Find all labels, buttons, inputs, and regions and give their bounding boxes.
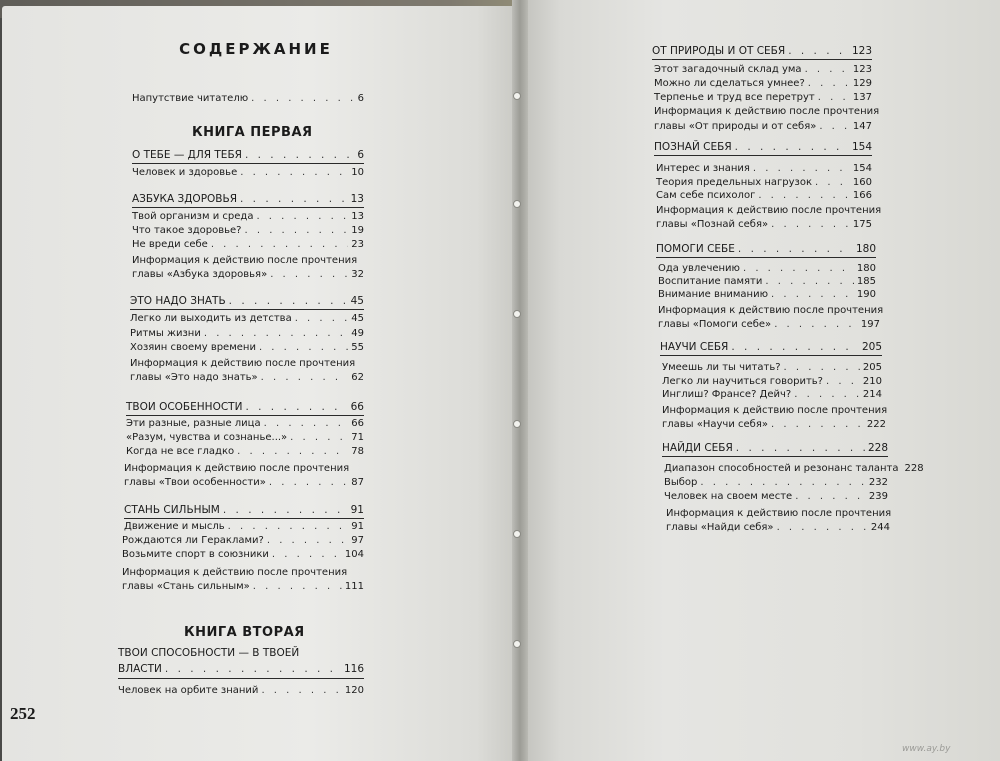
chapter-rule [118,678,364,679]
toc-entry-label: Движение и мысль [124,521,225,532]
leader-dots [272,548,342,562]
toc-entry-label: Ода увлечению [658,263,740,274]
toc-entry[interactable] [662,375,882,389]
toc-chapter[interactable] [124,503,364,517]
toc-entry-page: 49 [351,328,364,339]
toc-entry[interactable] [656,218,872,232]
chapter-rule [656,257,876,258]
toc-entry[interactable] [130,312,364,326]
toc-entry[interactable] [658,262,876,276]
toc-entry-page: 160 [852,177,872,188]
leader-dots [784,361,860,375]
toc-entry-label: ЭТО НАДО ЗНАТЬ [130,295,226,307]
toc-entry-page: 228 [867,442,888,454]
toc-entry[interactable] [664,490,888,504]
leader-dots [771,288,854,302]
toc-entry-label: Ритмы жизни [130,328,201,339]
toc-entry-page: 45 [351,313,364,324]
leader-dots [245,400,347,414]
toc-entry-label: Рождаются ли Гераклами? [122,535,264,546]
toc-entry-label: Выбор [664,477,698,488]
toc-entry[interactable] [654,77,872,91]
toc-entry-page: 111 [344,581,364,592]
leader-dots [736,441,865,455]
toc-entry-label: Информация к действию после прочтения [658,305,884,316]
toc-entry[interactable] [662,418,886,432]
toc-entry-page: 180 [856,263,876,274]
toc-entry-label: Информация к действию после прочтения [656,205,882,216]
toc-entry-label: Человек и здоровье [132,167,238,178]
toc-entry[interactable] [654,63,872,77]
toc-entry-label: Человек на орбите знаний [118,685,259,696]
toc-entry-label: главы «Найди себя» [666,522,774,533]
toc-entry-label: Эти разные, разные лица [126,418,261,429]
toc-entry-page: 13 [351,211,364,222]
toc-entry[interactable] [656,189,872,203]
leader-dots [777,521,868,535]
toc-entry-label: главы «Научи себя» [662,419,768,430]
toc-entry-label: Сам себе психолог [656,190,756,201]
toc-entry[interactable] [658,275,876,289]
leader-dots [240,192,348,206]
chapter-rule [660,355,882,356]
leader-dots [240,166,348,180]
leader-dots [753,162,850,176]
leader-dots [805,63,850,77]
toc-entry-label: Когда не все гладко [126,446,235,457]
toc-entry-label: Теория предельных нагрузок [656,177,813,188]
binding-stitch [513,310,521,318]
toc-entry[interactable] [122,534,364,548]
leader-dots [774,318,858,332]
toc-entry-page: 10 [351,167,364,178]
leader-dots [256,210,348,224]
leader-dots [251,92,355,106]
toc-entry-page: 104 [344,549,364,560]
toc-entry-label: ТВОИ ОСОБЕННОСТИ [126,401,243,413]
toc-entry-page: 205 [861,341,882,353]
toc-entry-label: главы «Азбука здоровья» [132,269,268,280]
toc-entry-label: главы «Познай себя» [656,219,769,230]
toc-entry-label: Можно ли сделаться умнее? [654,78,805,89]
toc-entry[interactable] [132,166,364,180]
toc-entry-label: главы «Твои особенности» [124,477,266,488]
toc-entry-page: 190 [856,289,876,300]
toc-entry-page: 137 [852,92,872,103]
leader-dots [815,176,850,190]
toc-entry[interactable] [124,520,364,534]
leader-dots [211,238,348,252]
toc-entry[interactable] [126,417,364,431]
toc-entry[interactable] [124,476,364,490]
toc-entry[interactable] [666,521,890,535]
chapter-rule [126,415,364,416]
toc-entry-page: 154 [851,141,872,153]
toc-entry-label: Информация к действию после прочтения [666,508,892,519]
toc-entry-label: Информация к действию после прочтения [130,358,356,369]
toc-entry-label: главы «Это надо знать» [130,372,258,383]
toc-entry[interactable] [658,318,880,332]
leader-dots [738,242,853,256]
binding-stitch [513,92,521,100]
toc-entry-page: 91 [351,521,364,532]
toc-chapter[interactable] [652,44,872,58]
toc-entry[interactable] [132,268,364,282]
leader-dots [229,294,348,308]
toc-entry[interactable] [654,120,872,134]
chapter-rule [652,59,872,60]
toc-entry-label: Умеешь ли ты читать? [662,362,781,373]
toc-entry-page: 180 [855,243,876,255]
toc-entry[interactable] [656,162,872,176]
leader-dots [758,189,850,203]
chapter-rule [132,207,364,208]
binding-stitch [513,420,521,428]
toc-chapter[interactable] [654,140,872,154]
toc-entry-label: Легко ли выходить из детства [130,313,292,324]
toc-entry-page: 23 [351,239,364,250]
leader-dots [795,490,866,504]
watermark: www.ay.by [902,744,951,754]
toc-entry-page: 62 [351,372,364,383]
toc-entry-page: 13 [350,193,364,205]
chapter-rule [124,518,364,519]
toc-entry-intro[interactable] [132,92,364,106]
leader-dots [819,120,850,134]
toc-entry-label: ОТ ПРИРОДЫ И ОТ СЕБЯ [652,45,786,57]
toc-entry-label: Внимание вниманию [658,289,768,300]
toc-entry-page: 45 [350,295,364,307]
toc-entry-label: Инглиш? Франсе? Дейч? [662,389,792,400]
toc-entry[interactable] [662,361,882,375]
leader-dots [267,534,348,548]
toc-entry-page: 228 [904,463,924,474]
chapter-rule [654,155,872,156]
toc-entry-label: Легко ли научиться говорить? [662,376,823,387]
toc-entry-page: 116 [343,663,364,675]
leader-dots [264,417,349,431]
leader-dots [269,476,348,490]
leader-dots [237,445,348,459]
leader-dots [771,218,850,232]
toc-entry-page: 6 [357,93,364,104]
toc-entry-label: главы «От природы и от себя» [654,121,817,132]
toc-entry[interactable] [132,210,364,224]
leader-dots [735,140,849,154]
toc-entry-label: Не вреди себе [132,239,208,250]
toc-entry-label: Этот загадочный склад ума [654,64,802,75]
toc-entry-page: 166 [852,190,872,201]
toc-entry-label: Напутствие читателю [132,93,249,104]
toc-entry[interactable] [662,388,882,402]
toc-entry[interactable] [132,238,364,252]
toc-entry-page: 222 [866,419,886,430]
toc-entry-label: Человек на своем месте [664,491,793,502]
leader-dots [261,684,341,698]
toc-entry-label: Интерес и знания [656,163,750,174]
toc-entry[interactable] [126,431,364,445]
toc-entry-label: Информация к действию после прочтения [132,255,358,266]
toc-entry-page: 120 [344,685,364,696]
toc-entry-label: СТАНЬ СИЛЬНЫМ [124,504,220,516]
leader-dots [245,148,354,162]
page-number: 252 [10,704,36,723]
leader-dots [223,503,348,517]
toc-entry[interactable] [118,684,364,698]
toc-entry-page: 239 [868,491,888,502]
toc-entry[interactable] [664,462,924,476]
leader-dots [818,91,850,105]
toc-entry-page: 66 [351,418,364,429]
toc-entry-page: 78 [351,446,364,457]
book-one-heading: КНИГА ПЕРВАЯ [192,125,313,140]
toc-entry[interactable] [122,548,364,562]
toc-entry-page: 210 [862,376,882,387]
toc-chapter[interactable] [662,441,888,455]
toc-entry[interactable] [130,327,364,341]
binding-stitch [513,530,521,538]
toc-chapter[interactable] [656,242,876,256]
toc-entry-page: 197 [860,319,880,330]
toc-entry-label: главы «Помоги себе» [658,319,772,330]
toc-entry-label: «Разум, чувства и сознанье...» [126,432,288,443]
toc-entry[interactable] [132,224,364,238]
chapter-rule [130,309,364,310]
toc-chapter[interactable] [126,400,364,414]
toc-entry-page: 32 [351,269,364,280]
book-two-heading: КНИГА ВТОРАЯ [184,625,305,640]
binding-stitch [513,640,521,648]
toc-title: СОДЕРЖАНИЕ [179,40,333,58]
toc-entry-page: 87 [351,477,364,488]
toc-entry-label: АЗБУКА ЗДОРОВЬЯ [132,193,237,205]
leader-dots [261,371,349,385]
leader-dots [253,580,342,594]
toc-entry-page: 244 [870,522,890,533]
toc-entry[interactable] [654,91,872,105]
toc-entry-label: Терпенье и труд все перетрут [654,92,815,103]
toc-entry-page: 6 [357,149,364,161]
toc-entry-label: главы «Стань сильным» [122,581,250,592]
toc-entry-page: 154 [852,163,872,174]
leader-dots [259,341,348,355]
leader-dots [700,476,866,490]
leader-dots [165,662,341,676]
toc-entry-label: Информация к действию после прочтения [122,567,348,578]
leader-dots [826,375,860,389]
leader-dots [765,275,854,289]
toc-entry-label: НАУЧИ СЕБЯ [660,341,729,353]
leader-dots [270,268,348,282]
toc-chapter[interactable] [660,340,882,354]
toc-entry-page: 205 [862,362,882,373]
leader-dots [794,388,860,402]
toc-entry-label: ТВОИ СПОСОБНОСТИ — В ТВОЕЙ [118,647,300,659]
toc-entry-page: 214 [862,389,882,400]
toc-entry[interactable] [122,580,364,594]
toc-entry-label: Хозяин своему времени [130,342,256,353]
leader-dots [204,327,348,341]
toc-entry-label: Информация к действию после прочтения [662,405,888,416]
toc-entry[interactable] [126,445,364,459]
toc-entry-label: О ТЕБЕ — ДЛЯ ТЕБЯ [132,149,242,161]
toc-entry-label: Твой организм и среда [132,211,254,222]
toc-entry[interactable] [664,476,888,490]
toc-entry-page: 147 [852,121,872,132]
toc-entry-page: 91 [350,504,364,516]
toc-entry-page: 129 [852,78,872,89]
leader-dots [771,418,864,432]
leader-dots [228,520,349,534]
toc-entry[interactable] [130,341,364,355]
leader-dots [788,44,849,58]
toc-entry-label: Воспитание памяти [658,276,763,287]
leader-dots [808,77,850,91]
toc-entry-label: Информация к действию после прочтения [124,463,350,474]
toc-entry-label: ВЛАСТИ [118,663,162,675]
toc-entry-page: 232 [868,477,888,488]
toc-entry-page: 19 [351,225,364,236]
toc-chapter[interactable] [130,294,364,308]
chapter-rule [132,163,364,164]
toc-chapter[interactable] [132,192,364,206]
toc-entry-label: НАЙДИ СЕБЯ [662,442,733,454]
toc-entry-label: Информация к действию после прочтения [654,106,880,117]
binding-stitch [513,200,521,208]
toc-entry-page: 123 [851,45,872,57]
toc-entry[interactable] [658,288,876,302]
toc-entry-page: 55 [351,342,364,353]
toc-entry-page: 66 [350,401,364,413]
toc-entry-page: 123 [852,64,872,75]
toc-entry-label: Возьмите спорт в союзники [122,549,269,560]
toc-entry[interactable] [656,176,872,190]
toc-entry-label: ПОЗНАЙ СЕБЯ [654,141,732,153]
toc-chapter[interactable] [118,662,364,676]
leader-dots [743,262,854,276]
leader-dots [295,312,349,326]
toc-entry-page: 97 [351,535,364,546]
toc-entry-label: ПОМОГИ СЕБЕ [656,243,735,255]
toc-entry-page: 185 [856,276,876,287]
chapter-rule [662,456,888,457]
toc-entry[interactable] [130,371,364,385]
toc-entry-label: Что такое здоровье? [132,225,242,236]
leader-dots [731,340,859,354]
toc-entry-page: 71 [351,432,364,443]
toc-entry-page: 175 [852,219,872,230]
leader-dots [244,224,348,238]
toc-entry-label: Диапазон способностей и резонанс таланта [664,463,899,474]
toc-chapter[interactable] [132,148,364,162]
leader-dots [290,431,348,445]
